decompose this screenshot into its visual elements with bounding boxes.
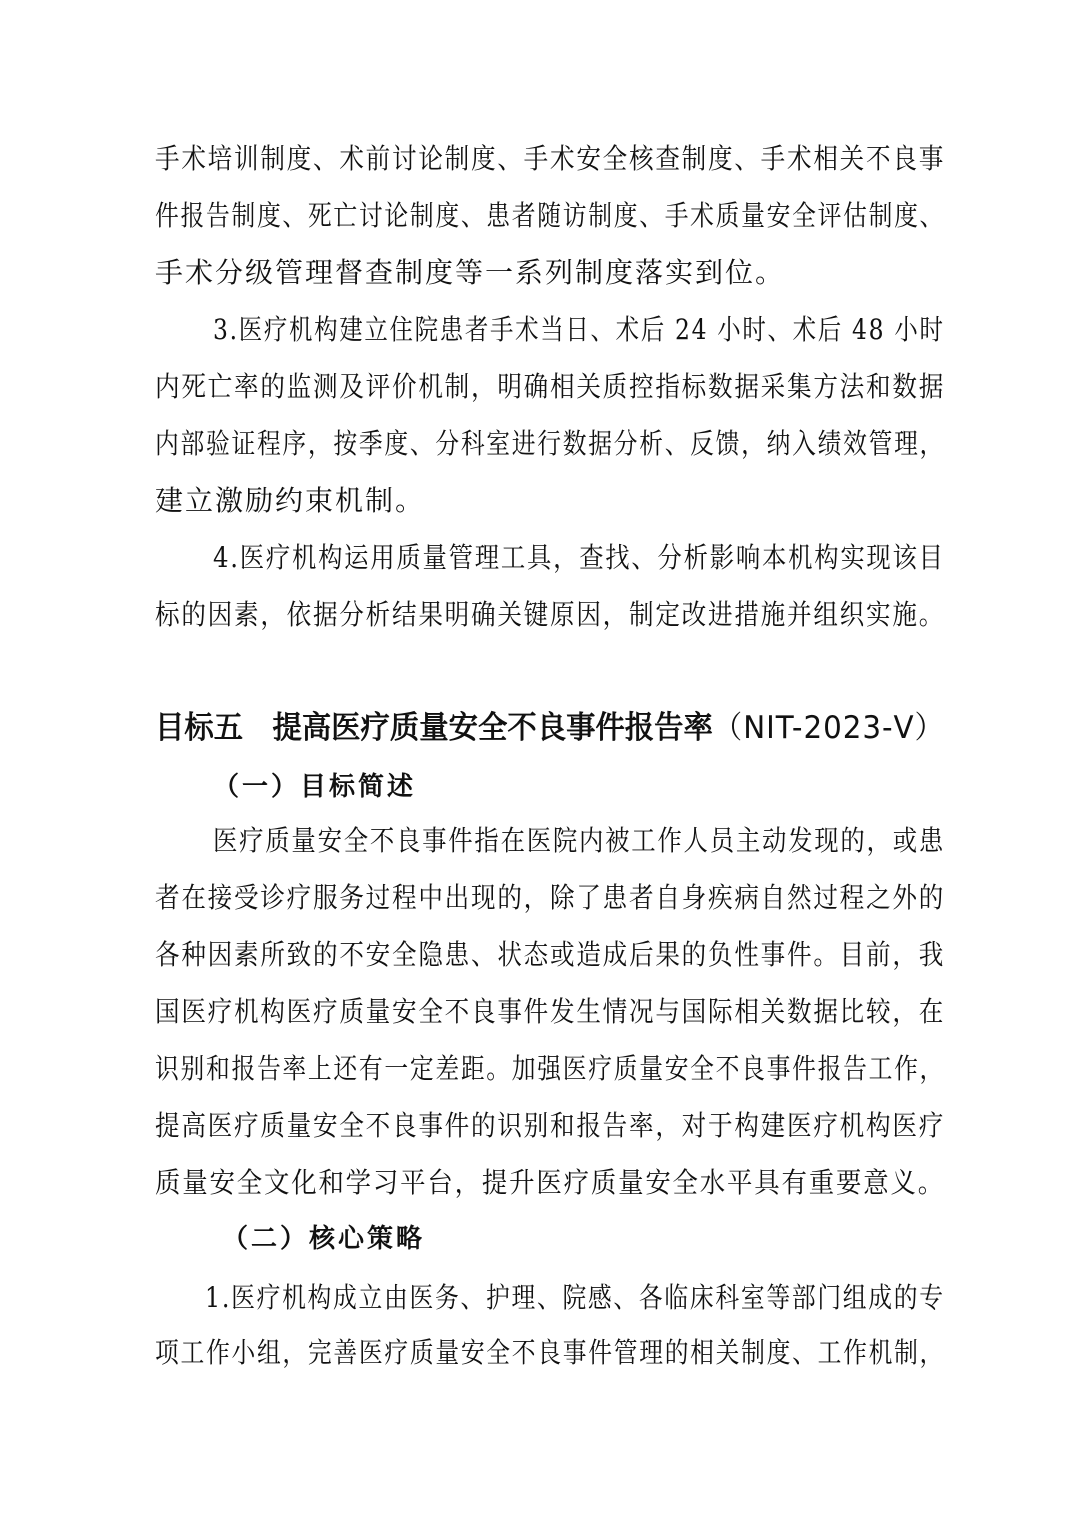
- text-line: 各种因素所致的不安全隐患、状态或造成后果的负性事件。目前，我: [155, 938, 946, 971]
- text-line: 手术培训制度、术前讨论制度、手术安全核查制度、手术相关不良事: [155, 142, 946, 175]
- text-line: 识别和报告率上还有一定差距。加强医疗质量安全不良事件报告工作，: [155, 1052, 946, 1085]
- text-line: 医疗质量安全不良事件指在医院内被工作人员主动发现的，或患: [213, 824, 945, 857]
- text-line: 3.医疗机构建立住院患者手术当日、术后 24 小时、术后 48 小时: [213, 313, 945, 346]
- text-line: 提高医疗质量安全不良事件的识别和报告率，对于构建医疗机构医疗: [155, 1109, 946, 1142]
- subsection-heading-strategy: （二）核心策略: [222, 1224, 426, 1254]
- text-line: 内部验证程序，按季度、分科室进行数据分析、反馈，纳入绩效管理，: [155, 427, 946, 460]
- subsection-heading-summary: （一）目标简述: [213, 772, 417, 802]
- text-line: 标的因素，依据分析结果明确关键原因，制定改进措施并组织实施。: [155, 598, 946, 631]
- text-line: 国医疗机构医疗质量安全不良事件发生情况与国际相关数据比较，在: [155, 995, 946, 1028]
- text-line: 4.医疗机构运用质量管理工具，查找、分析影响本机构实现该目: [213, 541, 945, 574]
- text-line: 1.医疗机构成立由医务、护理、院感、各临床科室等部门组成的专: [205, 1281, 945, 1314]
- text-line: 者在接受诊疗服务过程中出现的，除了患者自身疾病自然过程之外的: [155, 881, 946, 914]
- text-line: 质量安全文化和学习平台，提升医疗质量安全水平具有重要意义。: [155, 1166, 945, 1199]
- text-line: 项工作小组，完善医疗质量安全不良事件管理的相关制度、工作机制，: [155, 1336, 946, 1369]
- text-line: 手术分级管理督查制度等一系列制度落实到位。: [155, 256, 786, 289]
- text-line: 内死亡率的监测及评价机制，明确相关质控指标数据采集方法和数据: [155, 370, 946, 403]
- section-heading: [155, 708, 945, 748]
- section-heading-title: 目标五 提高医疗质量安全不良事件报告率: [155, 710, 713, 746]
- text-line: 建立激励约束机制。: [155, 484, 426, 517]
- section-heading-code: （NIT-2023-Ⅴ）: [712, 710, 945, 746]
- text-line: 件报告制度、死亡讨论制度、患者随访制度、手术质量安全评估制度、: [155, 199, 946, 232]
